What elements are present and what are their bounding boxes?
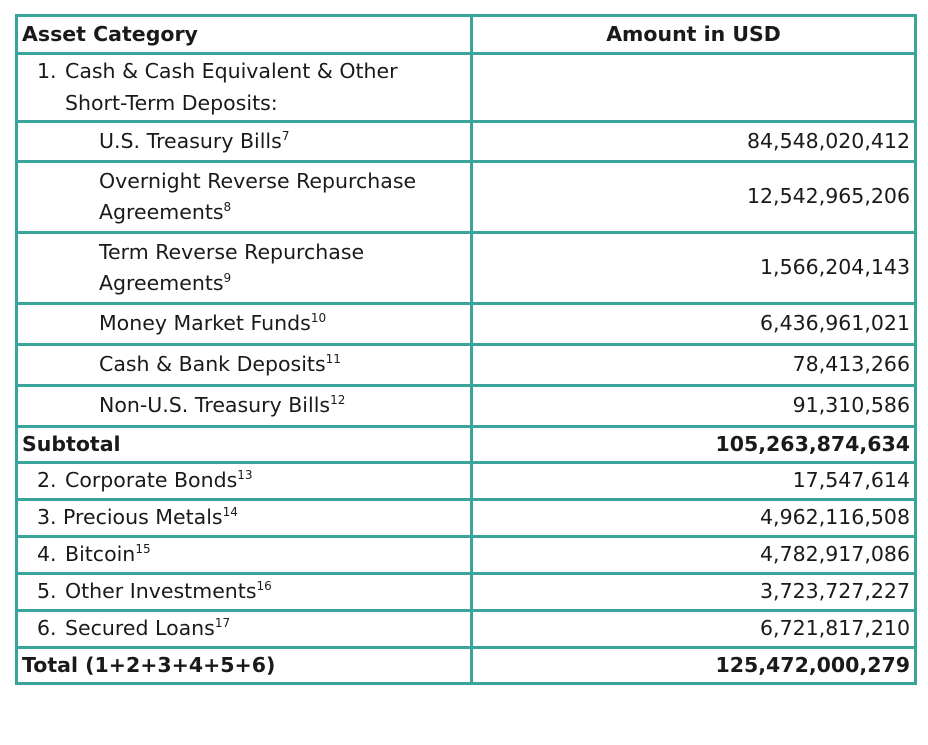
- row-amount: 6,436,961,021: [472, 304, 916, 345]
- asset-table: [15, 14, 917, 685]
- header-amount: Amount in USD: [472, 16, 916, 54]
- table-row: [17, 233, 916, 304]
- footnote-ref: 15: [135, 542, 151, 557]
- footnote-ref: 14: [222, 505, 238, 520]
- row-label: 2. Corporate Bonds$^{13}$: [17, 463, 472, 500]
- section-row-cash: [17, 54, 916, 122]
- total-row: [17, 648, 916, 684]
- row-amount: 4,782,917,086: [472, 537, 916, 574]
- footnote-ref: 13: [237, 468, 253, 483]
- row-amount: 12,542,965,206: [472, 162, 916, 233]
- row-amount: 3,723,727,227: [472, 574, 916, 611]
- section-label-line2: Short-Term Deposits:: [65, 90, 278, 115]
- row-label: Overnight Reverse Repurchase Agreements$^8$: [17, 162, 472, 233]
- table-row: [17, 345, 916, 386]
- section-label-line1: Cash & Cash Equivalent & Other: [65, 59, 398, 84]
- table-row: [17, 386, 916, 427]
- footnote-ref: 10: [310, 311, 327, 326]
- table-row: [17, 304, 916, 345]
- total-amount: 125,472,000,279: [472, 648, 916, 684]
- total-label: Total (1+2+3+4+5+6): [17, 648, 472, 684]
- section-label-cash: [17, 54, 472, 122]
- row-label: Non-U.S. Treasury Bills$^{12}$: [17, 386, 472, 427]
- row-amount: 91,310,586: [472, 386, 916, 427]
- table-row: [17, 574, 916, 611]
- table-row: [17, 162, 916, 233]
- row-label: 5. Other Investments$^{16}$: [17, 574, 472, 611]
- footnote-ref: 16: [256, 579, 272, 594]
- row-amount: 1,566,204,143: [472, 233, 916, 304]
- row-number: 1.: [37, 59, 57, 84]
- table-row: [17, 122, 916, 162]
- table-row: [17, 500, 916, 537]
- row-amount: 6,721,817,210: [472, 611, 916, 648]
- row-label: 6. Secured Loans$^{17}$: [17, 611, 472, 648]
- table-row: [17, 537, 916, 574]
- table-row: [17, 611, 916, 648]
- row-amount: 78,413,266: [472, 345, 916, 386]
- header-row: [17, 16, 916, 54]
- row-label: Term Reverse Repurchase Agreements$^9$: [17, 233, 472, 304]
- footnote-ref: 12: [330, 393, 346, 408]
- footnote-ref: 11: [325, 352, 341, 367]
- section-amount-empty: [472, 54, 916, 122]
- footnote-ref: 7: [281, 129, 290, 144]
- footnote-ref: 9: [223, 271, 232, 286]
- row-label: 3. Precious Metals$^{14}$: [17, 500, 472, 537]
- header-asset-category: Asset Category: [17, 16, 472, 54]
- row-label: U.S. Treasury Bills$^7$: [17, 122, 472, 162]
- row-amount: 84,548,020,412: [472, 122, 916, 162]
- row-label: Cash & Bank Deposits$^{11}$: [17, 345, 472, 386]
- footnote-ref: 8: [223, 200, 232, 215]
- footnote-ref: 17: [214, 616, 231, 631]
- subtotal-amount: 105,263,874,634: [472, 427, 916, 463]
- subtotal-label: Subtotal: [17, 427, 472, 463]
- row-amount: 4,962,116,508: [472, 500, 916, 537]
- row-label: Money Market Funds$^{10}$: [17, 304, 472, 345]
- subtotal-row: [17, 427, 916, 463]
- row-label: 4. Bitcoin$^{15}$: [17, 537, 472, 574]
- row-amount: 17,547,614: [472, 463, 916, 500]
- table-row: [17, 463, 916, 500]
